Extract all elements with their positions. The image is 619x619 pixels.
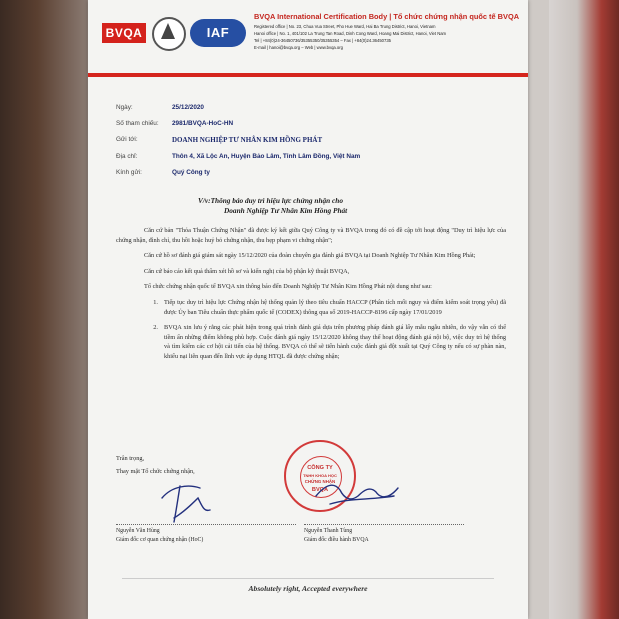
signatory-left xyxy=(116,527,203,544)
header-divider xyxy=(88,73,528,77)
list-item-number: 1. xyxy=(153,298,158,306)
letterhead xyxy=(254,12,524,51)
date-value: 25/12/2020 xyxy=(172,103,204,111)
letterhead-email-web: E-mail | hanoi@bvqa.org – Web | www.bvqa.org xyxy=(254,45,343,50)
greeting-value: Quý Công ty xyxy=(172,168,210,176)
meta-greeting-row xyxy=(116,164,516,180)
to-label: Gửi tới: xyxy=(116,136,138,144)
ref-label: Số tham chiếu: xyxy=(116,119,159,127)
signature-line-left xyxy=(116,524,296,525)
meta-address-row xyxy=(116,148,516,164)
accreditation-seal-icon xyxy=(152,17,186,51)
signatory-left-name: Nguyễn Văn Hùng xyxy=(116,528,160,534)
list-item-number: 2. xyxy=(153,324,158,332)
body-paragraph-2: Căn cứ hồ sơ đánh giá giám sát ngày 15/12/2020 của đoàn chuyên gia đánh giá BVQA tại Doanh Nghiệp Tư Nhân Kim Hồng Phát; xyxy=(144,252,476,260)
list-item xyxy=(116,323,506,361)
letterhead-registered-office: Registered office | No. 23, Chua Vua Street, Pho Hue Ward, Hai Ba Trung District, Hanoi, Vietnam xyxy=(254,24,436,29)
closing-on-behalf: Thay mặt Tổ chức chứng nhận, xyxy=(116,468,195,475)
body-paragraph-3: Căn cứ báo cáo kết quả thẩm xét hồ sơ và kiến nghị của bộ phận kỹ thuật BVQA, xyxy=(144,267,350,275)
address-value: Thôn 4, Xã Lộc An, Huyện Bảo Lâm, Tỉnh Lâm Đồng, Việt Nam xyxy=(172,152,361,160)
letter-subject xyxy=(198,196,448,216)
signatory-left-title: Giám đốc cơ quan chứng nhận (HoC) xyxy=(116,536,204,543)
list-item xyxy=(116,298,506,317)
body-paragraph-1: Căn cứ bản "Thỏa Thuận Chứng Nhận" đã được ký kết giữa Quý Công ty và BVQA trong đó có đề cập tới hoạt động "Duy trì hiệu lực của chứng nhận, đình chỉ, thu hồi hoặc huỷ bỏ chứng nhận, thu hẹp phạm vi chứng nhận"; xyxy=(116,227,506,244)
meta-ref-row xyxy=(116,115,516,131)
photo-background xyxy=(549,0,619,619)
subject-line-1: V/v:Thông báo duy trì hiệu lực chứng nhận cho xyxy=(198,196,343,205)
signatory-right-title: Giám đốc điều hành BVQA xyxy=(304,536,369,543)
stamp-text-3: CHỨNG NHẬN xyxy=(304,479,336,484)
letterhead-title: BVQA International Certification Body | Tổ chức chứng nhận quốc tế BVQA xyxy=(254,12,520,21)
ref-value: 2981/BVQA-HoC-HN xyxy=(172,119,234,127)
stamp-text-2: TNHH KHOA HỌC xyxy=(303,473,337,478)
list-item-text: BVQA xin lưu ý rằng các phát hiện trong quá trình đánh giá dựa trên phương pháp đánh giá lấy mẫu ngẫu nhiên, do vậy vẫn có thể tiềm ẩn những điểm không phù hợp. Cuộc đánh giá ngày 15/12/2020 không thay thế hoạt động đánh giá nội bộ, việc duy trì hệ thống và tìm kiếm các cơ hội cải tiến của hệ thống. BVQA có thể sẽ tiến hành cuộc đánh giá đột xuất tại Quý Công ty nếu có sự phàn nàn, khiếu nại liên quan đến lĩnh vực áp dụng HTQL đã được chứng nhận; xyxy=(164,324,506,360)
footer-motto: Absolutely right, Accepted everywhere xyxy=(248,584,368,593)
signatory-right xyxy=(304,527,369,544)
stamp-text-1: CÔNG TY xyxy=(307,465,333,471)
meta-to-row xyxy=(116,132,516,148)
letterhead-tel-fax: Tel | +84(0)24-36450736/35355350/35355354 – Fax | +84(0)24.36450735 xyxy=(254,38,391,43)
date-label: Ngày: xyxy=(116,103,133,111)
list-item-text: Tiếp tục duy trì hiệu lực Chứng nhận hệ thống quản lý theo tiêu chuẩn HACCP (Phân tích mối nguy và điểm kiểm soát trọng yếu) đã được Ủy ban Tiêu chuẩn thực phẩm quốc tế (CODEX) thông qua số 2019-HACCP-8196 cấp ngày 17/01/2019 xyxy=(164,298,506,316)
footer-divider xyxy=(122,578,494,579)
bvqa-logo: BVQA xyxy=(102,23,146,43)
greeting-label: Kính gửi: xyxy=(116,168,142,176)
left-signature xyxy=(158,478,218,524)
signatory-right-name: Nguyễn Thanh Tùng xyxy=(304,528,353,534)
closing-regards: Trân trọng, xyxy=(116,455,145,462)
meta-date-row xyxy=(116,99,516,115)
letter-body xyxy=(116,226,506,368)
signature-line-right xyxy=(304,524,464,525)
letter-meta xyxy=(116,99,516,180)
letterhead-hanoi-office: Hanoi office | No. 1, 401/102 La Trung Tan Road, Dinh Cong Ward, Hoang Mai District, Hanoi, Viet Nam xyxy=(254,31,447,36)
letter-page xyxy=(88,0,528,619)
right-signature xyxy=(310,466,402,512)
iaf-logo: IAF xyxy=(190,19,246,47)
subject-line-2: Doanh Nghiệp Tư Nhân Kim Hồng Phát xyxy=(224,206,348,215)
stamp-text-4: BVQA xyxy=(311,487,329,493)
address-label: Địa chỉ: xyxy=(116,152,138,160)
to-value: DOANH NGHIỆP TƯ NHÂN KIM HỒNG PHÁT xyxy=(172,135,323,144)
body-paragraph-4: Tổ chức chứng nhận quốc tế BVQA xin thông báo đến Doanh Nghiệp Tư Nhân Kim Hồng Phát nội dung như sau: xyxy=(144,283,432,291)
